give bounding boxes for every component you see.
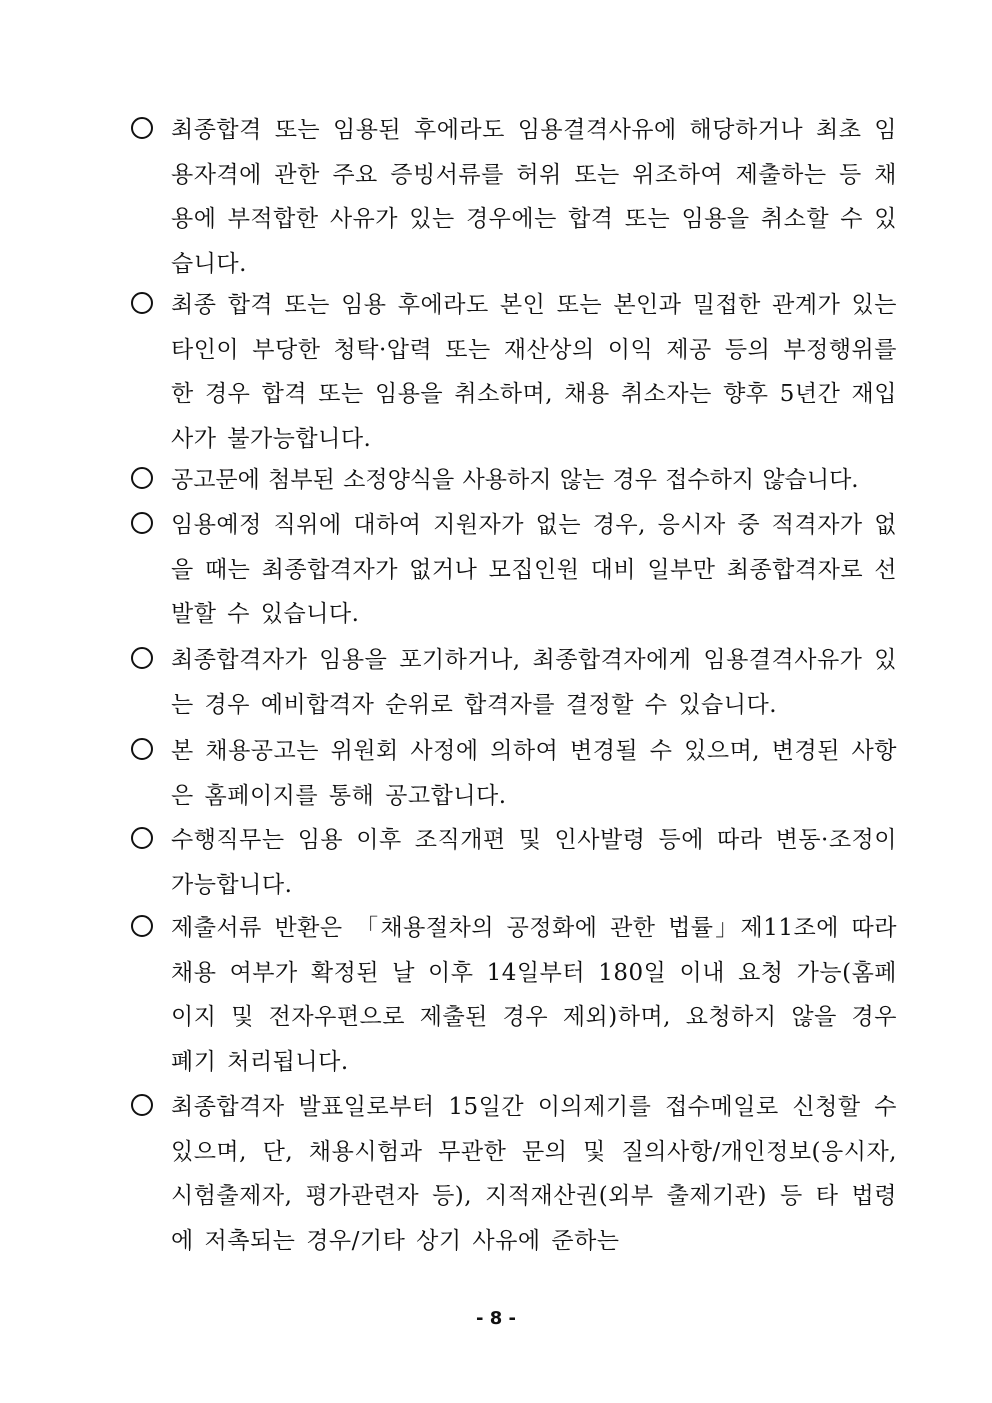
- notice-item-text: 최종 합격 또는 임용 후에라도 본인 또는 본인과 밀접한 관계가 있는 타인이 부당한 청탁·압력 또는 재산상의 이익 제공 등의 부정행위를 한 경우 합격 또는 임용을 취소하며, 채용 취소자는 향후 5년간 재입사가 불가능합니다.: [171, 292, 897, 452]
- notice-item-5: [131, 638, 897, 727]
- circle-bullet-icon: [131, 827, 153, 849]
- notice-item-7: [131, 818, 897, 907]
- notice-item-text: 본 채용공고는 위원회 사정에 의하여 변경될 수 있으며, 변경된 사항은 홈페이지를 통해 공고합니다.: [171, 738, 897, 809]
- notice-item-text: 최종합격자가 임용을 포기하거나, 최종합격자에게 임용결격사유가 있는 경우 예비합격자 순위로 합격자를 결정할 수 있습니다.: [171, 647, 897, 718]
- circle-bullet-icon: [131, 647, 153, 669]
- notice-item-2: [131, 283, 897, 461]
- circle-bullet-icon: [131, 292, 153, 314]
- circle-bullet-icon: [131, 467, 153, 489]
- notice-item-6: [131, 729, 897, 818]
- notice-item-text: 최종합격 또는 임용된 후에라도 임용결격사유에 해당하거나 최초 임용자격에 관한 주요 증빙서류를 허위 또는 위조하여 제출하는 등 채용에 부적합한 사유가 있는 경우에는 합격 또는 임용을 취소할 수 있습니다.: [171, 117, 897, 277]
- notice-item-text: 제출서류 반환은 「채용절차의 공정화에 관한 법률」제11조에 따라 채용 여부가 확정된 날 이후 14일부터 180일 이내 요청 가능(홈페이지 및 전자우편으로 제출된 경우 제외)하며, 요청하지 않을 경우 폐기 처리됩니다.: [171, 915, 897, 1075]
- notice-item-9: [131, 1085, 897, 1263]
- circle-bullet-icon: [131, 512, 153, 534]
- circle-bullet-icon: [131, 117, 153, 139]
- circle-bullet-icon: [131, 915, 153, 937]
- notice-item-text: 공고문에 첨부된 소정양식을 사용하지 않는 경우 접수하지 않습니다.: [171, 467, 859, 493]
- notice-item-1: [131, 108, 897, 286]
- notice-item-4: [131, 503, 897, 637]
- notice-item-text: 최종합격자 발표일로부터 15일간 이의제기를 접수메일로 신청할 수 있으며, 단, 채용시험과 무관한 문의 및 질의사항/개인정보(응시자, 시험출제자, 평가관련자 등), 지적재산권(외부 출제기관) 등 타 법령에 저촉되는 경우/기타 상기 사유에 준하는: [171, 1094, 897, 1254]
- notice-item-3: [131, 458, 897, 503]
- notice-item-text: 수행직무는 임용 이후 조직개편 및 인사발령 등에 따라 변동·조정이 가능합니다.: [171, 827, 897, 898]
- page-number: - 8 -: [476, 1308, 516, 1329]
- notice-item-text: 임용예정 직위에 대하여 지원자가 없는 경우, 응시자 중 적격자가 없을 때는 최종합격자가 없거나 모집인원 대비 일부만 최종합격자로 선발할 수 있습니다.: [171, 512, 897, 627]
- notice-item-8: [131, 906, 897, 1084]
- circle-bullet-icon: [131, 738, 153, 760]
- circle-bullet-icon: [131, 1094, 153, 1116]
